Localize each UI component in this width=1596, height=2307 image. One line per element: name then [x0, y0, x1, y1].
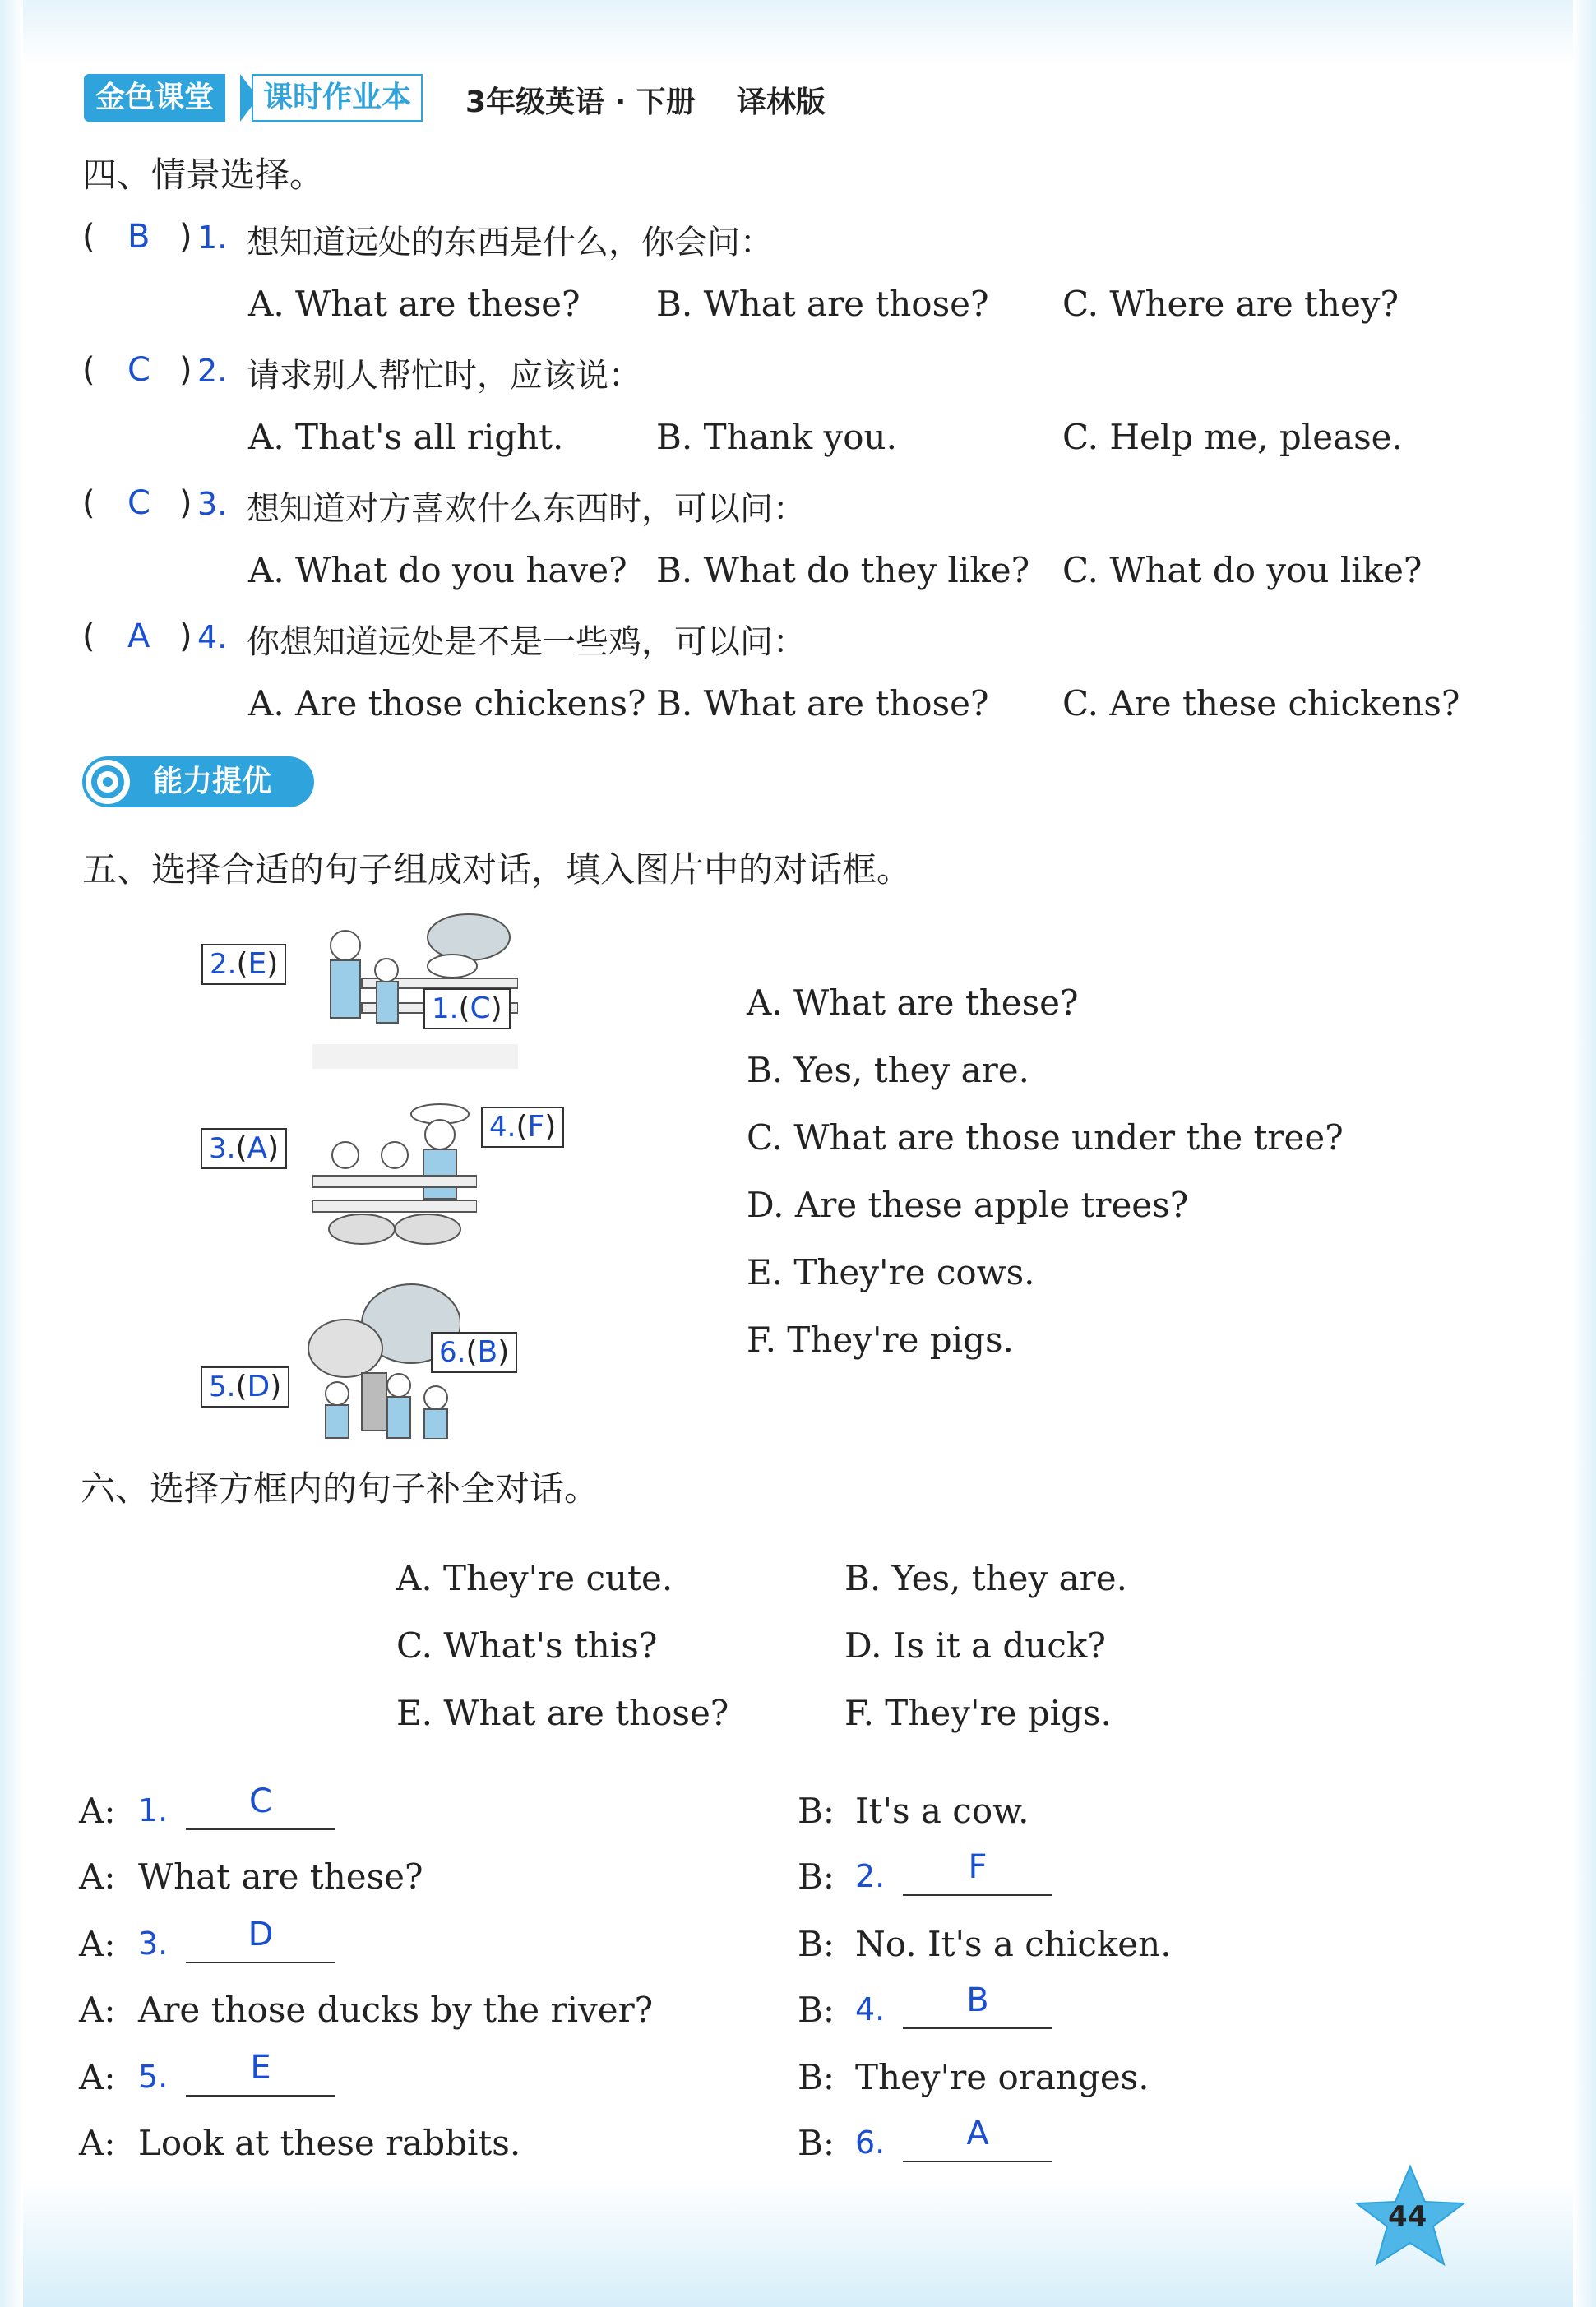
s5-option-a: A. What are these? — [747, 982, 1079, 1023]
s6-option-e: E. What are those? — [396, 1693, 729, 1733]
dialog-5-b-text: They're oranges. — [855, 2057, 1150, 2097]
s5-option-b: B. Yes, they are. — [747, 1050, 1029, 1090]
dialog-5-a-label: A: — [79, 2057, 116, 2097]
dialog-6-b-num: 6. — [855, 2124, 886, 2161]
s6-option-f: F. They're pigs. — [844, 1693, 1112, 1733]
q1-option-c: C. Where are they? — [1062, 284, 1399, 324]
dialog-3-blank[interactable] — [186, 1916, 335, 1963]
q3-option-b: B. What do they like? — [656, 550, 1030, 590]
dialog-1-answer: C — [249, 1782, 272, 1820]
label-6-answer: B — [477, 1335, 498, 1369]
dialog-1-a-num: 1. — [138, 1792, 169, 1828]
q4-option-b: B. What are those? — [656, 683, 989, 724]
dialog-6-b-label: B: — [798, 2123, 835, 2163]
ability-badge — [82, 756, 314, 807]
q1-option-b: B. What are those? — [656, 284, 989, 324]
dialog-1-a-label: A: — [79, 1791, 116, 1831]
section6-title: 六、选择方框内的句子补全对话。 — [81, 1468, 599, 1509]
q1-answer: B — [127, 218, 150, 256]
label-3-answer: A — [247, 1131, 268, 1165]
dialog-6-blank[interactable] — [903, 2115, 1052, 2162]
dialog-1-b-label: B: — [798, 1791, 835, 1831]
dialog-5-blank[interactable] — [186, 2049, 335, 2097]
dialog-2-b-num: 2. — [855, 1858, 886, 1894]
q4-number: 4. — [197, 619, 228, 655]
label-5-answer: D — [247, 1370, 271, 1403]
dialog-4-b-num: 4. — [855, 1991, 886, 2027]
dialog-5-answer: E — [250, 2049, 271, 2087]
q1-number: 1. — [197, 220, 228, 256]
label-2-answer: E — [247, 947, 267, 981]
section5-title: 五、选择合适的句子组成对话，填入图片中的对话框。 — [82, 849, 912, 890]
q4-bracket-open: ( — [82, 617, 95, 655]
dialog-1-blank[interactable] — [186, 1782, 335, 1830]
dialog-3-b-text: No. It's a chicken. — [855, 1924, 1172, 1964]
dialog-3-a-num: 3. — [138, 1926, 169, 1962]
dialog-2-a-label: A: — [79, 1856, 116, 1897]
q3-bracket-close: ) — [179, 484, 192, 522]
q1-option-a: A. What are these? — [248, 284, 581, 324]
q3-option-a: A. What do you have? — [248, 550, 627, 590]
q2-option-b: B. Thank you. — [656, 417, 897, 457]
label-4-num: 4. — [489, 1111, 516, 1144]
q4-prompt: 你想知道远处是不是一些鸡，可以问： — [247, 623, 806, 661]
s5-option-f: F. They're pigs. — [747, 1320, 1014, 1360]
label-6-num: 6. — [439, 1336, 466, 1369]
q2-bracket-close: ) — [179, 351, 192, 389]
label-4-answer: F — [527, 1110, 545, 1144]
dialog-6-a-text: Look at these rabbits. — [138, 2123, 521, 2163]
s6-option-c: C. What's this? — [396, 1625, 658, 1666]
farm-illustration-2 — [312, 1093, 477, 1250]
dialog-6-a-label: A: — [79, 2123, 116, 2163]
dialog-label-5: 5.(D) — [201, 1366, 289, 1408]
q2-answer: C — [127, 351, 150, 389]
dialog-label-1: 1.(C) — [423, 988, 511, 1029]
dialog-2-b-label: B: — [798, 1856, 835, 1897]
section4-title: 四、情景选择。 — [82, 155, 325, 195]
dialog-label-2: 2.(E) — [201, 944, 286, 985]
dialog-2-a-text: What are these? — [138, 1856, 423, 1897]
q3-option-c: C. What do you like? — [1062, 550, 1423, 590]
right-border — [1573, 0, 1596, 2307]
s5-option-e: E. They're cows. — [747, 1252, 1035, 1292]
label-1-num: 1. — [432, 992, 459, 1025]
q4-option-a: A. Are those chickens? — [248, 683, 646, 724]
q1-bracket-close: ) — [179, 218, 192, 256]
s6-option-d: D. Is it a duck? — [844, 1625, 1106, 1666]
s6-option-a: A. They're cute. — [396, 1558, 673, 1598]
q2-bracket-open: ( — [82, 351, 95, 389]
q4-option-c: C. Are these chickens? — [1062, 683, 1460, 724]
brand-label: 金色课堂 — [84, 74, 225, 122]
page-number: 44 — [1388, 2200, 1427, 2233]
label-5-num: 5. — [209, 1371, 236, 1403]
dialog-4-answer: B — [966, 1981, 989, 2019]
dialog-6-answer: A — [966, 2115, 989, 2152]
q1-prompt: 想知道远处的东西是什么，你会问： — [247, 224, 773, 261]
label-3-num: 3. — [209, 1132, 236, 1165]
dialog-3-a-label: A: — [79, 1924, 116, 1964]
target-icon — [82, 756, 133, 807]
q3-number: 3. — [197, 486, 228, 522]
dialog-1-b-text: It's a cow. — [855, 1791, 1029, 1831]
top-band — [0, 0, 1596, 66]
q4-bracket-close: ) — [179, 617, 192, 655]
dialog-4-b-label: B: — [798, 1990, 835, 2030]
dialog-5-b-label: B: — [798, 2057, 835, 2097]
label-1-answer: C — [470, 992, 491, 1025]
dialog-4-blank[interactable] — [903, 1981, 1052, 2029]
dialog-2-blank[interactable] — [903, 1848, 1052, 1896]
dialog-4-a-text: Are those ducks by the river? — [138, 1990, 654, 2030]
dialog-5-a-num: 5. — [138, 2059, 169, 2095]
q2-option-c: C. Help me, please. — [1062, 417, 1403, 457]
q3-prompt: 想知道对方喜欢什么东西时，可以问： — [247, 490, 806, 528]
q3-answer: C — [127, 484, 150, 522]
label-2-num: 2. — [210, 948, 237, 981]
book-title: 3年级英语 · 下册 译林版 — [465, 86, 826, 119]
q3-bracket-open: ( — [82, 484, 95, 522]
dialog-3-b-label: B: — [798, 1924, 835, 1964]
s5-option-c: C. What are those under the tree? — [747, 1117, 1344, 1158]
left-border — [0, 0, 23, 2307]
dialog-2-answer: F — [968, 1848, 988, 1886]
badge-label: 能力提优 — [153, 765, 272, 798]
s6-option-b: B. Yes, they are. — [844, 1558, 1127, 1598]
dialog-label-3: 3.(A) — [201, 1128, 287, 1169]
series-label: 课时作业本 — [252, 74, 423, 122]
s5-option-d: D. Are these apple trees? — [747, 1185, 1189, 1225]
dialog-label-6: 6.(B) — [431, 1332, 517, 1373]
dialog-label-4: 4.(F) — [481, 1107, 564, 1148]
q2-number: 2. — [197, 353, 228, 389]
q4-answer: A — [127, 617, 150, 655]
q2-prompt: 请求别人帮忙时，应该说： — [247, 357, 641, 395]
dialog-4-a-label: A: — [79, 1990, 116, 2030]
q2-option-a: A. That's all right. — [248, 417, 564, 457]
q1-bracket-open: ( — [82, 218, 95, 256]
dialog-3-answer: D — [247, 1916, 274, 1953]
